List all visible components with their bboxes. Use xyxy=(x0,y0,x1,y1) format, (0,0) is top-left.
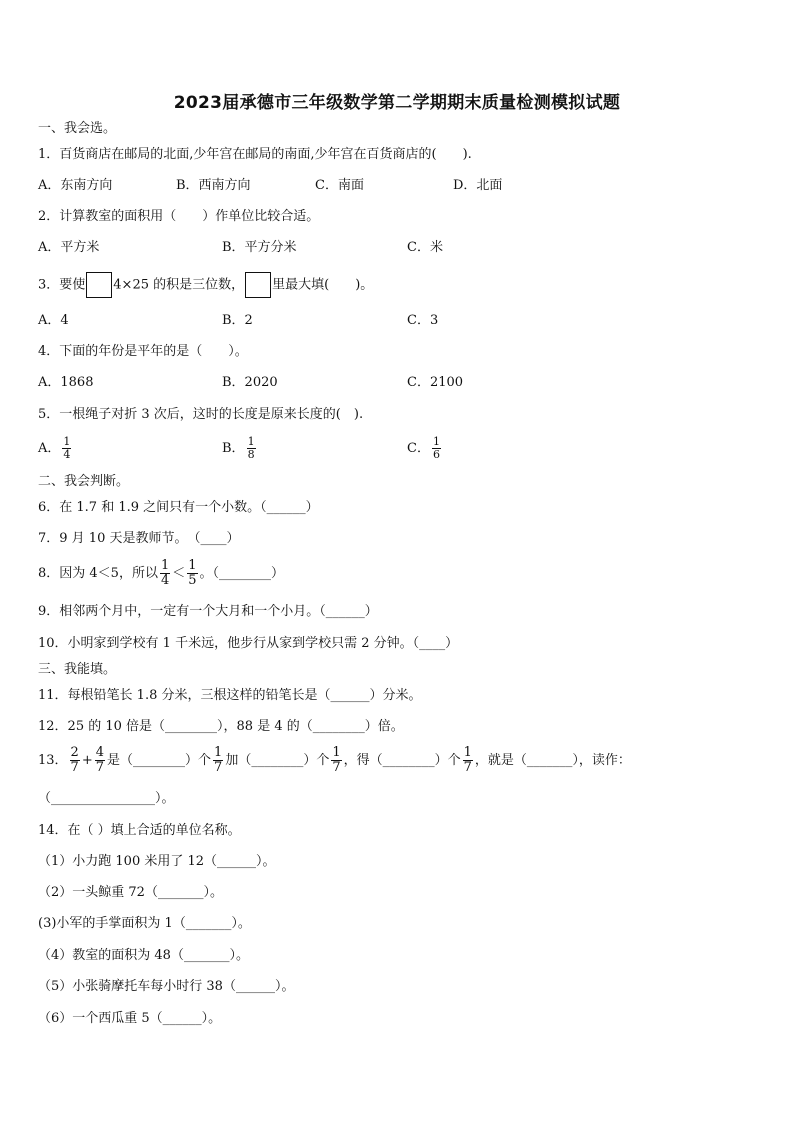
q13-text-4: ，就是（_______），读作： xyxy=(474,753,631,768)
q1-option-b[interactable]: B．西南方向 xyxy=(176,178,251,193)
q4-option-a[interactable]: A．1868 xyxy=(38,375,94,390)
q3-middle: 4×25 的积是三位数， xyxy=(113,277,245,293)
fraction xyxy=(62,436,71,461)
q5-option-b-label: B． xyxy=(222,441,245,456)
fraction-denominator: 7 xyxy=(214,760,223,775)
fraction-numerator: 2 xyxy=(70,745,79,760)
q4-option-c[interactable]: C．2100 xyxy=(407,375,464,390)
plus-sign: + xyxy=(81,753,93,768)
q13-number: 13． xyxy=(38,753,68,768)
fraction-denominator: 4 xyxy=(63,448,71,461)
fraction-denominator: 8 xyxy=(247,448,255,461)
q5-option-a-label: A． xyxy=(38,441,61,456)
question-8 xyxy=(38,559,284,589)
fraction-numerator: 4 xyxy=(95,745,105,760)
fraction-numerator: 1 xyxy=(160,558,170,573)
q3-answer-box-2[interactable] xyxy=(245,272,271,298)
q3-suffix: 里最大填( )。 xyxy=(272,277,374,293)
fraction-denominator: 7 xyxy=(95,760,105,775)
question-4: 4．下面的年份是平年的是（ ）。 xyxy=(38,344,248,359)
section-heading-fill: 三、我能填。 xyxy=(38,662,117,677)
q13-answer-line: （________________）。 xyxy=(38,791,175,806)
fraction xyxy=(432,436,441,461)
q5-option-b[interactable] xyxy=(222,436,258,461)
q1-option-c[interactable]: C．南面 xyxy=(315,178,364,193)
q1-option-d[interactable]: D．北面 xyxy=(453,178,503,193)
q2-option-c[interactable]: C．米 xyxy=(407,240,443,255)
question-13 xyxy=(38,746,631,776)
less-than-sign: ＜ xyxy=(172,566,186,581)
q5-option-c[interactable] xyxy=(407,436,443,461)
q13-text-3: ，得（________）个 xyxy=(343,753,461,768)
question-1: 1．百货商店在邮局的北面,少年宫在邮局的南面,少年宫在百货商店的( ). xyxy=(38,147,472,162)
fraction-numerator: 1 xyxy=(247,435,255,448)
question-9: 9．相邻两个月中，一定有一个大月和一个小月。（______） xyxy=(38,604,378,619)
fraction xyxy=(213,746,223,775)
q14-item-3: (3)小军的手掌面积为 1（_______）。 xyxy=(38,916,251,931)
fraction-denominator: 4 xyxy=(160,573,170,588)
page-title: 2023届承德市三年级数学第二学期期末质量检测模拟试题 xyxy=(173,93,621,113)
q3-answer-box-1[interactable] xyxy=(86,272,112,298)
fraction xyxy=(160,559,170,588)
question-5: 5．一根绳子对折 3 次后，这时的长度是原来长度的( ). xyxy=(38,407,364,422)
fraction-denominator: 6 xyxy=(432,448,440,461)
fraction-numerator: 1 xyxy=(214,745,223,760)
fraction-denominator: 5 xyxy=(188,573,197,588)
fraction-numerator: 1 xyxy=(63,435,71,448)
fraction xyxy=(95,746,105,775)
q8-suffix: 。（________） xyxy=(199,566,285,581)
question-7: 7．9 月 10 天是教师节。 （____） xyxy=(38,531,240,546)
q3-option-b[interactable]: B．2 xyxy=(222,313,253,328)
q13-text-1: 是（________）个 xyxy=(107,753,212,768)
fraction-denominator: 7 xyxy=(70,760,79,775)
q14-item-6: （6）一个西瓜重 5（______）。 xyxy=(38,1011,222,1026)
q13-text-2: 加（________）个 xyxy=(225,753,330,768)
q8-prefix: 8．因为 4＜5，所以 xyxy=(38,566,158,581)
q4-option-b[interactable]: B．2020 xyxy=(222,375,278,390)
fraction-numerator: 1 xyxy=(432,435,440,448)
question-2: 2．计算教室的面积用（ ）作单位比较合适。 xyxy=(38,209,320,224)
question-11: 11．每根铅笔长 1.8 分米，三根这样的铅笔长是（______）分米。 xyxy=(38,688,422,703)
question-10: 10．小明家到学校有 1 千米远，他步行从家到学校只需 2 分钟。（____） xyxy=(38,636,459,651)
fraction xyxy=(247,436,256,461)
section-heading-choose: 一、我会选。 xyxy=(38,121,117,136)
q14-item-2: （2）一头鲸重 72（_______）。 xyxy=(38,885,223,900)
question-14: 14．在（ ）填上合适的单位名称。 xyxy=(38,823,241,838)
q3-option-a[interactable]: A．4 xyxy=(38,313,69,328)
fraction xyxy=(187,559,197,588)
q2-option-b[interactable]: B．平方分米 xyxy=(222,240,297,255)
question-3 xyxy=(38,272,373,299)
question-12: 12．25 的 10 倍是（________），88 是 4 的（________）倍。 xyxy=(38,719,404,734)
fraction xyxy=(463,746,473,775)
q3-option-c[interactable]: C．3 xyxy=(407,313,439,328)
q2-option-a[interactable]: A．平方米 xyxy=(38,240,100,255)
q14-item-5: （5）小张骑摩托车每小时行 38（______）。 xyxy=(38,979,295,994)
question-6: 6．在 1.7 和 1.9 之间只有一个小数。（______） xyxy=(38,500,319,515)
fraction xyxy=(331,746,341,775)
q1-option-a[interactable]: A．东南方向 xyxy=(38,178,113,193)
q14-item-1: （1）小力跑 100 米用了 12（______）。 xyxy=(38,854,276,869)
fraction-numerator: 1 xyxy=(188,558,197,573)
section-heading-judge: 二、我会判断。 xyxy=(38,474,130,489)
fraction-denominator: 7 xyxy=(463,760,472,775)
q14-item-4: （4）教室的面积为 48（_______）。 xyxy=(38,948,249,963)
fraction-numerator: 1 xyxy=(332,745,341,760)
q5-option-c-label: C． xyxy=(407,441,430,456)
fraction-denominator: 7 xyxy=(332,760,341,775)
q5-option-a[interactable] xyxy=(38,436,73,461)
fraction-numerator: 1 xyxy=(463,745,472,760)
fraction xyxy=(70,746,80,775)
q3-prefix: 3．要使 xyxy=(38,277,86,293)
